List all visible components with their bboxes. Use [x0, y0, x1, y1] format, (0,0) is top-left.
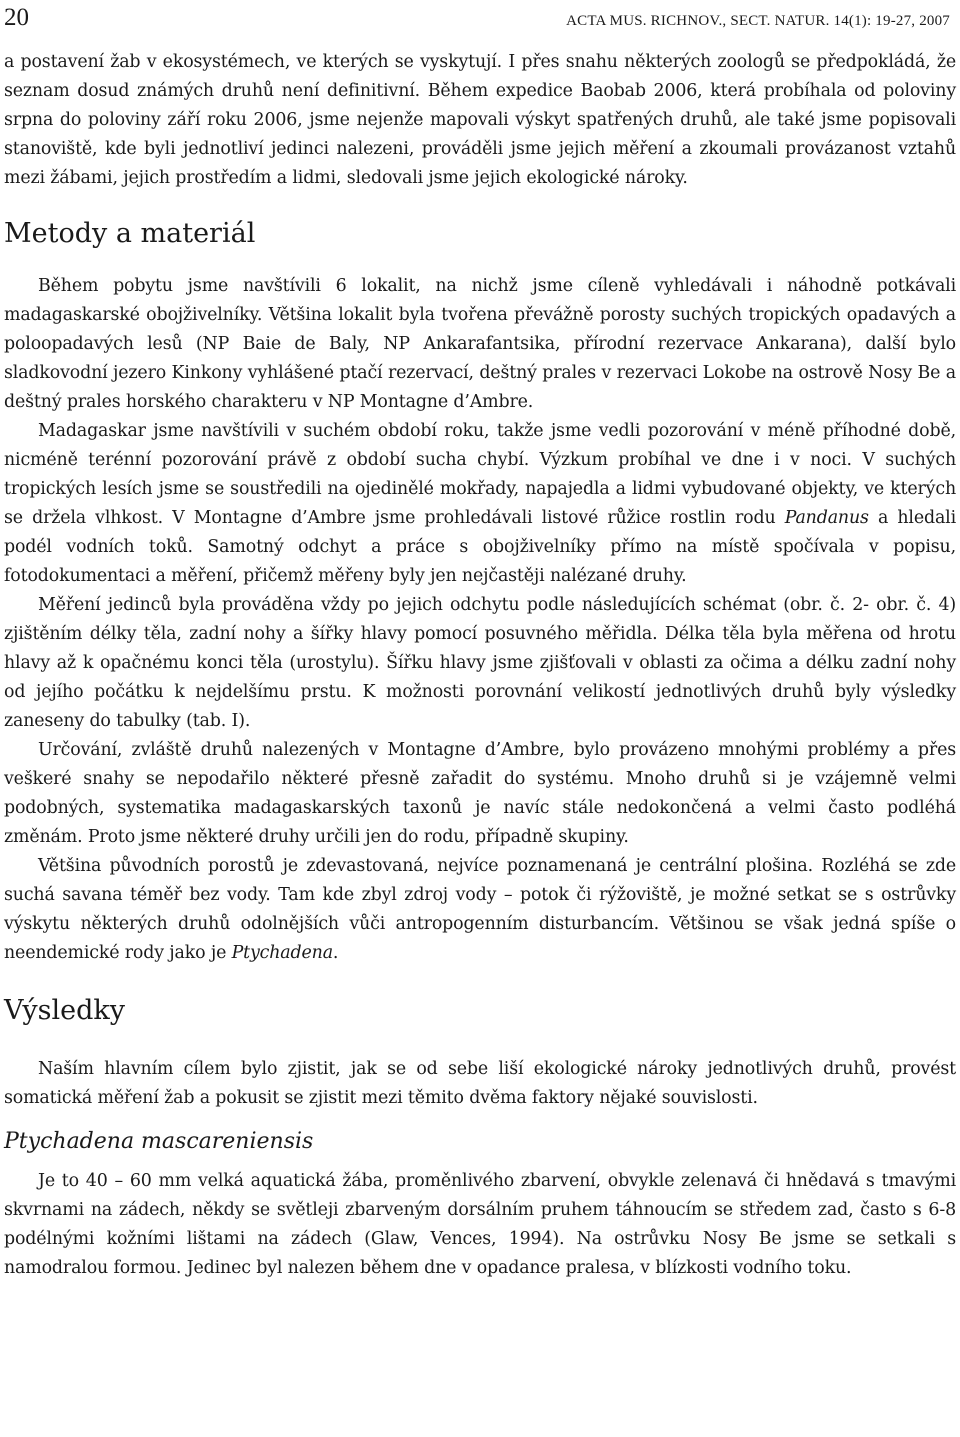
methods-paragraph-4: Určování, zvláště druhů nalezených v Montagne d’Ambre, bylo provázeno mnohými problémy a přes veškeré snahy se nepodařilo některé přesně zařadit do systému. Mnoho druhů si je vzájemně velmi podobných, systematika madagaskarských taxonů je navíc stále nedokončená a velmi často podléhá změnám. Proto jsme některé druhy určili jen do rodu, případně skupiny. [4, 740, 956, 847]
text-run: a hledali podél vodních toků. Samotný odchyt a práce s obojživelníky přímo na místě spočívala v popisu, fotodokumentaci a měření, přičemž měřeny byly jen nejčastěji nalézané druhy. [4, 508, 956, 586]
running-header [4, 0, 956, 38]
page-number: 20 [4, 4, 29, 31]
genus-name: Ptychadena [231, 943, 333, 963]
results-paragraph-1: Naším hlavním cílem bylo zjistit, jak se od sebe liší ekologické nároky jednotlivých druhů, provést somatická měření žab a pokusit se zjistit mezi těmito dvěma faktory nějaké souvislosti. [4, 1059, 956, 1108]
methods-heading: Metody a materiál [4, 218, 256, 249]
species-paragraph: Je to 40 – 60 mm velká aquatická žába, proměnlivého zbarvení, obvykle zelenavá či hnědavá s tmavými skvrnami na zádech, někdy se světleji zbarveným dorsálním pruhem táhnoucím se středem zad, často s 6-8 podélnými kožními lištami na zádech (Glaw, Vences, 1994). Na ostrůvku Nosy Be jsme se setkali s namodralou formou. Jedinec byl nalezen během dne v opadance pralesa, v blízkosti vodního toku. [4, 1171, 956, 1278]
results-heading: Výsledky [4, 995, 126, 1026]
text-run: . [332, 943, 339, 963]
text-run: Většina původních porostů je zdevastovaná, nejvíce poznamenaná je centrální plošina. Rozléhá se zde suchá savana téměř bez vody. Tam kde zbyl zdroj vody – potok či rýžoviště, je možné setkat se s ostrůvky výskytu některých druhů odolnějších vůči antropogenním disturbancím. Většinou se však jedná spíše o neendemické rody jako je [4, 856, 956, 963]
intro-paragraph: a postavení žab v ekosystémech, ve kterých se vyskytují. I přes snahu některých zoologů se předpokládá, že seznam dosud známých druhů není definitivní. Během expedice Baobab 2006, která probíhala od poloviny srpna do poloviny září roku 2006, jsme nejenže mapovali výskyt spatřených druhů, ale také jsme popisovali stanoviště, kde byli jednotliví jedinci nalezeni, prováděli jsme jejich měření a zkoumali provázanost vztahů mezi žábami, jejich prostředím a lidmi, sledovali jsme jejich ekologické nároky. [4, 52, 956, 188]
journal-citation: ACTA MUS. RICHNOV., SECT. NATUR. 14(1): 19-27, 2007 [566, 13, 950, 29]
species-heading: Ptychadena mascareniensis [4, 1129, 314, 1154]
text-run: Madagaskar jsme navštívili v suchém období roku, takže jsme vedli pozorování v méně příhodné době, nicméně terénní pozorování právě z období sucha chybí. Výzkum probíhal ve dne i v noci. V suchých tropických lesích jsme se soustředili na ojedinělé mokřady, napajedla a lidmi vybudované objekty, ve kterých se držela vlhkost. V Montagne d’Ambre jsme prohledávali listové růžice rostlin rodu [4, 421, 956, 528]
methods-paragraph-1: Během pobytu jsme navštívili 6 lokalit, na nichž jsme cíleně vyhledávali i náhodně potkávali madagaskarské obojživelníky. Většina lokalit byla tvořena převážně porosty suchých tropických opadavých a poloopadavých lesů (NP Baie de Baly, NP Ankarafantsika, přírodní rezervace Ankarana), další bylo sladkovodní jezero Kinkony vyhlášené ptačí rezervací, deštný prales v rezervaci Lokobe na ostrově Nosy Be a deštný prales horského charakteru v NP Montagne d’Ambre. [4, 276, 956, 412]
methods-paragraph-5 [4, 852, 956, 968]
methods-paragraph-3: Měření jedinců byla prováděna vždy po jejich odchytu podle následujících schémat (obr. č. 2- obr. č. 4) zjištěním délky těla, zadní nohy a šířky hlavy pomocí posuvného měřidla. Délka těla byla měřena od hrotu hlavy až k opačnému konci těla (urostylu). Šířku hlavy jsme zjišťovali v oblasti za očima a délku zadní nohy od jejího počátku k nejdelšímu prstu. K možnosti porovnání velikostí jednotlivých druhů byly výsledky zaneseny do tabulky (tab. I). [4, 595, 956, 731]
methods-paragraph-2 [4, 417, 956, 591]
genus-name: Pandanus [784, 508, 869, 528]
